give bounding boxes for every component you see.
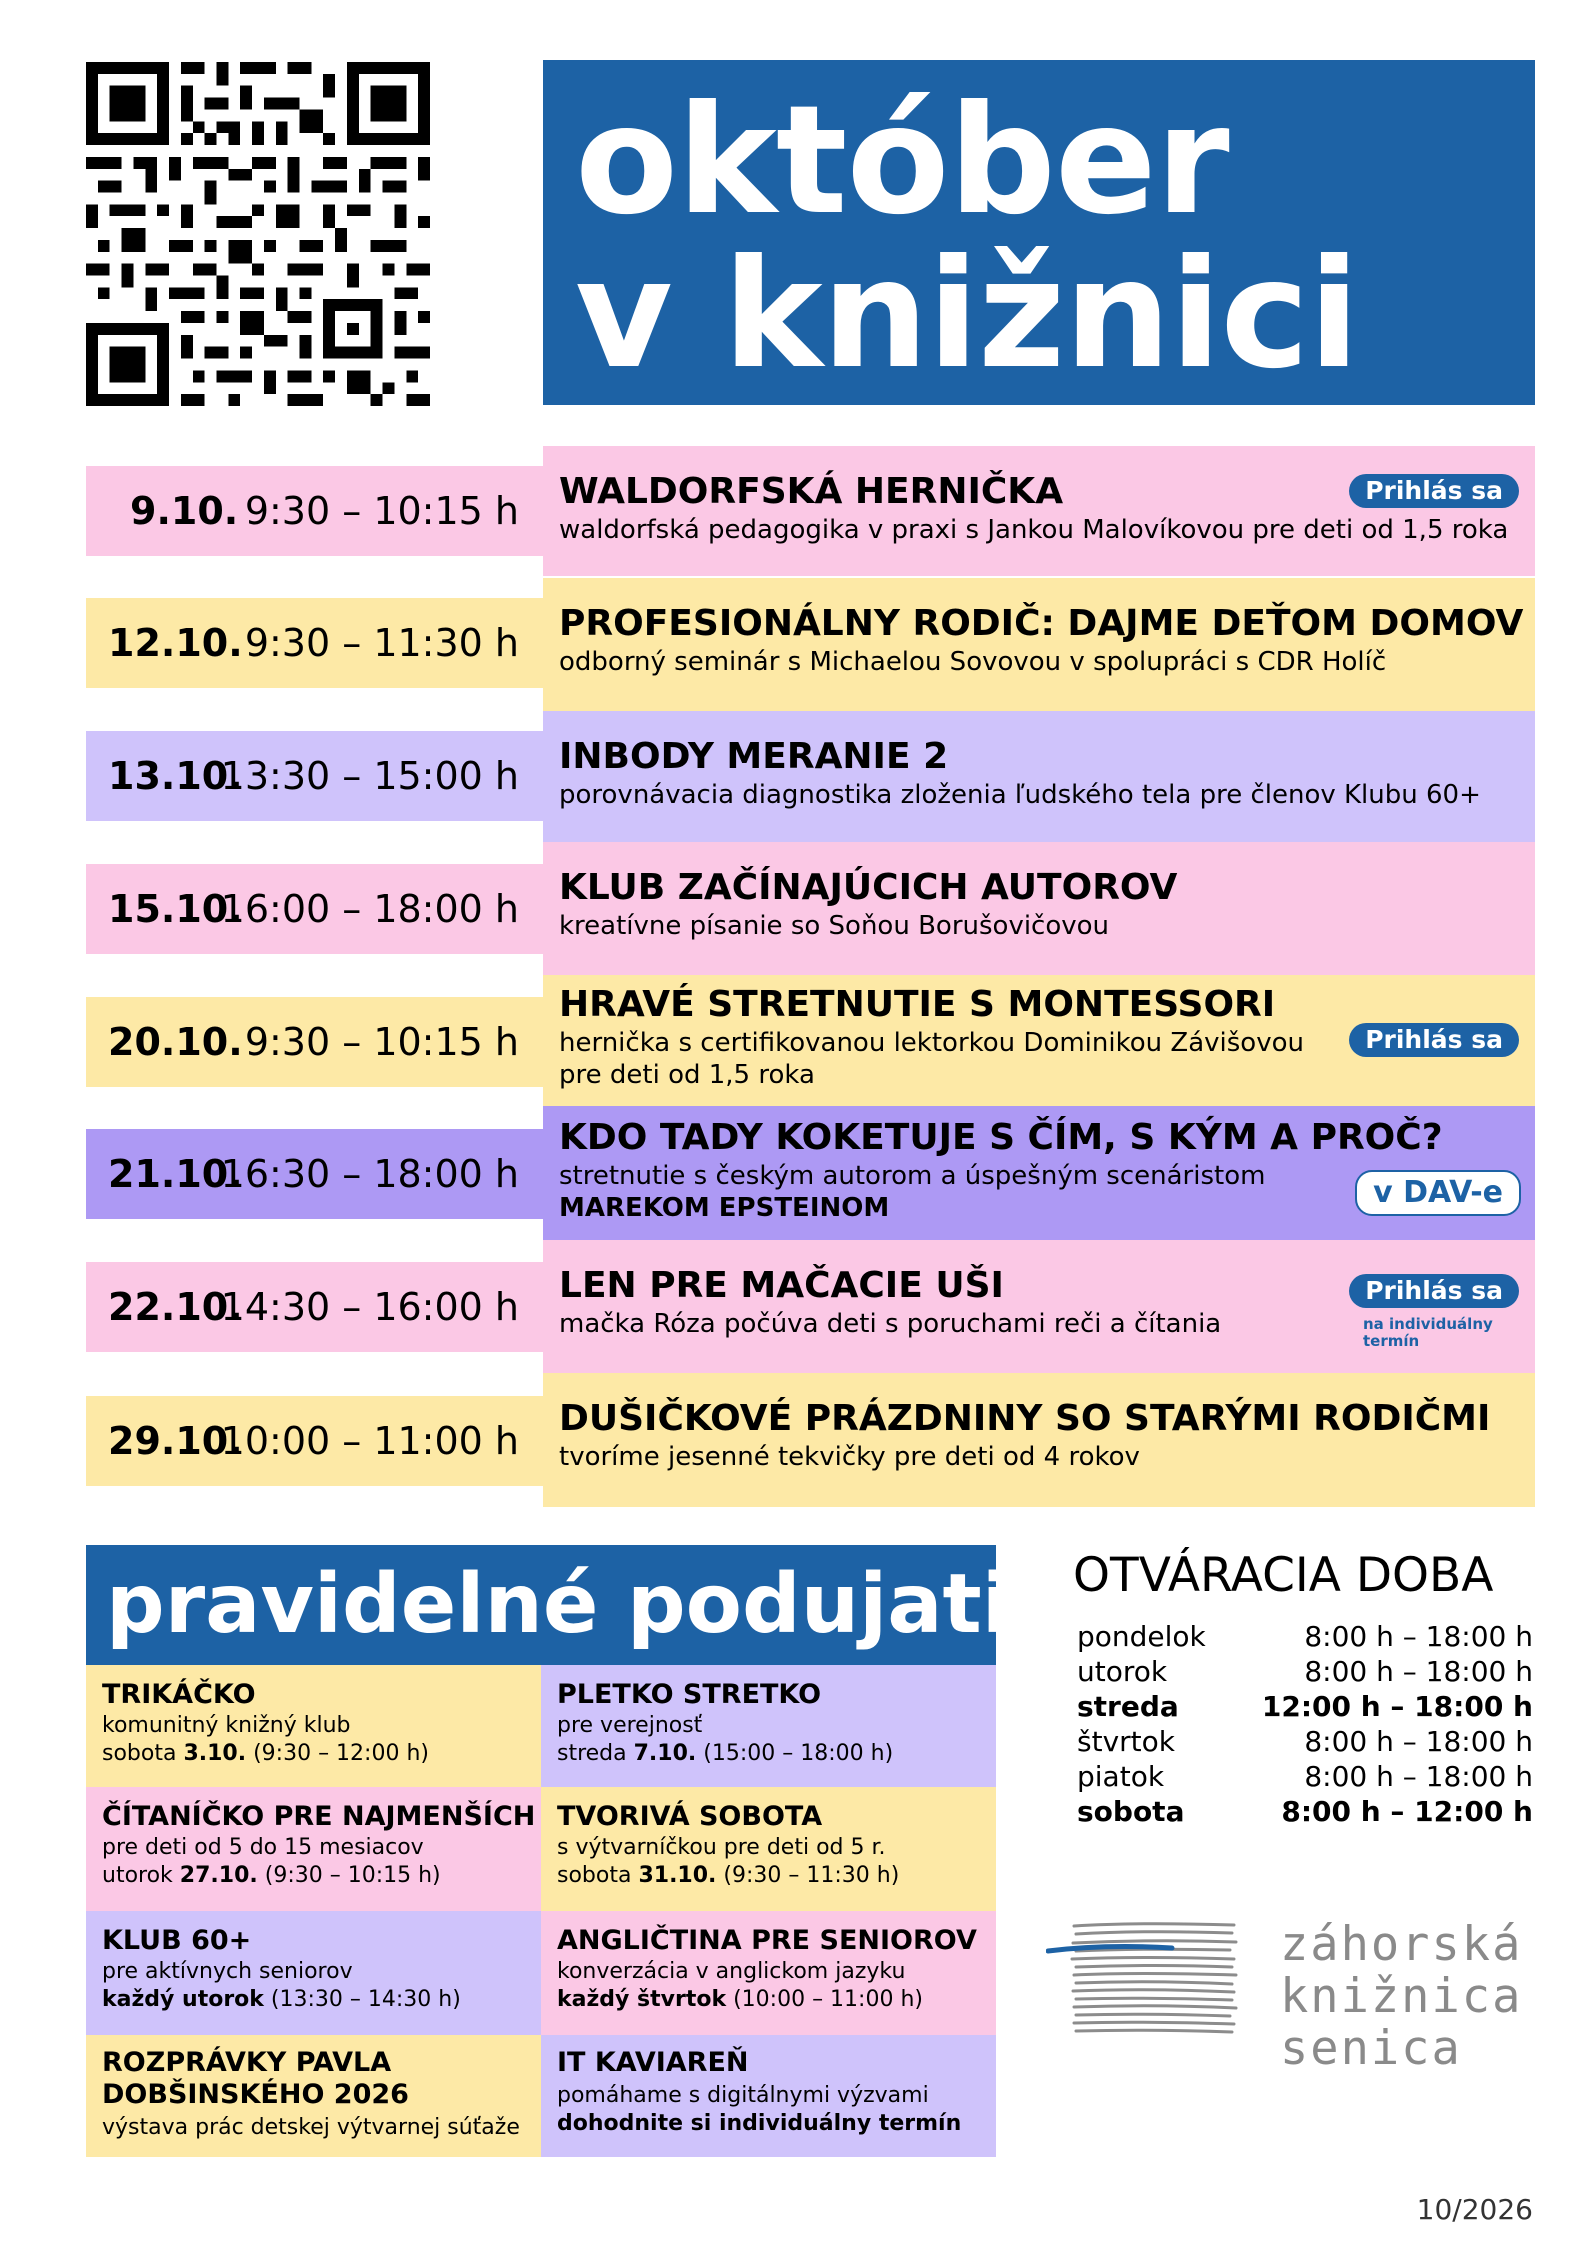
library-logo-mark xyxy=(1046,1918,1246,2038)
event-date: 9.10. xyxy=(130,489,239,533)
regular-event-schedule: sobota 3.10. (9:30 – 12:00 h) xyxy=(102,1741,429,1766)
event-time: 16:00 – 18:00 h xyxy=(220,887,519,931)
regular-events-title: pravidelné podujatia xyxy=(106,1557,1066,1652)
regular-event-card xyxy=(86,1665,541,1787)
event-title: KDO TADY KOKETUJE S ČÍM, S KÝM A PROČ? xyxy=(559,1117,1443,1158)
regular-event-card xyxy=(541,1787,996,1911)
event-date-cell xyxy=(86,466,543,556)
event-card xyxy=(543,1106,1535,1240)
event-date: 12.10. xyxy=(108,621,243,665)
logo-text-line-1: záhorská xyxy=(1280,1917,1523,1972)
event-time: 9:30 – 10:15 h xyxy=(244,489,519,533)
event-description-line-2: pre deti od 1,5 roka xyxy=(559,1060,815,1090)
location-badge[interactable]: v DAV-e xyxy=(1355,1170,1521,1216)
event-description-line-2: MAREKOM EPSTEINOM xyxy=(559,1193,890,1223)
hours-day: piatok xyxy=(1077,1760,1165,1793)
hours-time: 12:00 h – 18:00 h xyxy=(1261,1690,1533,1723)
regular-event-card xyxy=(541,1665,996,1787)
event-time: 16:30 – 18:00 h xyxy=(220,1152,519,1196)
event-time: 14:30 – 16:00 h xyxy=(220,1285,519,1329)
regular-event-title: PLETKO STRETKO xyxy=(557,1679,822,1710)
page-title-line-1: október xyxy=(575,74,1229,248)
regular-event-card xyxy=(86,1787,541,1911)
regular-events-header xyxy=(86,1545,1066,1665)
regular-event-description: komunitný knižný klub xyxy=(102,1713,351,1738)
event-date-cell xyxy=(86,598,543,688)
opening-hours-title: OTVÁRACIA DOBA xyxy=(1073,1548,1494,1603)
hours-day: štvrtok xyxy=(1077,1725,1175,1758)
regular-event-schedule: každý štvrtok (10:00 – 11:00 h) xyxy=(557,1987,923,2012)
event-card xyxy=(543,1240,1535,1373)
regular-event-description: pomáhame s digitálnymi výzvami xyxy=(557,2083,929,2108)
event-description: stretnutie s českým autorom a úspešným scenáristom xyxy=(559,1161,1266,1191)
event-title: PROFESIONÁLNY RODIČ: DAJME DEŤOM DOMOV xyxy=(559,603,1524,644)
badge-note: na individuálny termín xyxy=(1363,1315,1493,1350)
regular-event-title: ROZPRÁVKY PAVLA xyxy=(102,2047,392,2078)
qr-code[interactable] xyxy=(86,62,430,406)
event-date: 21.10. xyxy=(108,1152,243,1196)
event-date: 13.10. xyxy=(108,754,243,798)
event-date-cell xyxy=(86,1129,543,1219)
regular-event-description: konverzácia v anglickom jazyku xyxy=(557,1959,906,1984)
event-title: KLUB ZAČÍNAJÚCICH AUTOROV xyxy=(559,867,1178,908)
logo-text-line-3: senica xyxy=(1280,2021,1462,2076)
regular-event-title: TVORIVÁ SOBOTA xyxy=(557,1801,823,1832)
logo-text-line-2: knižnica xyxy=(1280,1969,1523,2024)
event-title: INBODY MERANIE 2 xyxy=(559,736,949,777)
regular-event-title: IT KAVIAREŇ xyxy=(557,2047,749,2078)
event-date-cell xyxy=(86,997,543,1087)
event-time: 10:00 – 11:00 h xyxy=(220,1419,519,1463)
regular-event-description: pre verejnosť xyxy=(557,1713,703,1738)
event-description: porovnávacia diagnostika zloženia ľudského tela pre členov Klubu 60+ xyxy=(559,780,1481,810)
event-time: 9:30 – 11:30 h xyxy=(244,621,519,665)
event-date: 22.10. xyxy=(108,1285,243,1329)
event-card xyxy=(543,711,1535,842)
regular-event-description: pre aktívnych seniorov xyxy=(102,1959,353,1984)
regular-event-description: pre deti od 5 do 15 mesiacov xyxy=(102,1835,424,1860)
regular-event-title: TRIKÁČKO xyxy=(102,1679,256,1710)
event-title: HRAVÉ STRETNUTIE S MONTESSORI xyxy=(559,984,1276,1025)
regular-event-title: ČÍTANÍČKO PRE NAJMENŠÍCH xyxy=(102,1801,536,1832)
regular-event-description: výstava prác detskej výtvarnej súťaže xyxy=(102,2115,520,2140)
event-description: mačka Róza počúva deti s poruchami reči a čítania xyxy=(559,1309,1222,1339)
event-date-cell xyxy=(86,1396,543,1486)
event-date-cell xyxy=(86,864,543,954)
event-description: odborný seminár s Michaelou Sovovou v spolupráci s CDR Holíč xyxy=(559,647,1387,677)
hours-time: 8:00 h – 18:00 h xyxy=(1304,1760,1533,1793)
regular-event-card xyxy=(541,1911,996,2035)
hours-day: streda xyxy=(1077,1690,1179,1723)
hours-day: sobota xyxy=(1077,1795,1185,1828)
event-card xyxy=(543,446,1535,576)
event-date: 20.10. xyxy=(108,1020,243,1064)
register-badge[interactable]: Prihlás sa xyxy=(1349,1274,1519,1308)
event-date: 29.10. xyxy=(108,1419,243,1463)
register-badge[interactable]: Prihlás sa xyxy=(1349,1023,1519,1057)
regular-event-title: KLUB 60+ xyxy=(102,1925,252,1956)
event-title: LEN PRE MAČACIE UŠI xyxy=(559,1265,1004,1306)
event-description: waldorfská pedagogika v praxi s Jankou Malovíkovou pre deti od 1,5 roka xyxy=(559,515,1509,545)
regular-event-card xyxy=(86,2035,541,2157)
event-date: 15.10. xyxy=(108,887,243,931)
event-time: 9:30 – 10:15 h xyxy=(244,1020,519,1064)
page-title-line-2: v knižnici xyxy=(575,228,1359,402)
register-badge[interactable]: Prihlás sa xyxy=(1349,474,1519,508)
hours-time: 8:00 h – 18:00 h xyxy=(1304,1725,1533,1758)
regular-event-card xyxy=(86,1911,541,2035)
regular-event-schedule: každý utorok (13:30 – 14:30 h) xyxy=(102,1987,461,2012)
regular-event-title: ANGLIČTINA PRE SENIOROV xyxy=(557,1925,977,1956)
hours-time: 8:00 h – 18:00 h xyxy=(1304,1655,1533,1688)
hours-time: 8:00 h – 12:00 h xyxy=(1281,1795,1533,1828)
hours-day: pondelok xyxy=(1077,1620,1206,1653)
event-card xyxy=(543,1373,1535,1507)
hours-time: 8:00 h – 18:00 h xyxy=(1304,1620,1533,1653)
regular-event-schedule: sobota 31.10. (9:30 – 11:30 h) xyxy=(557,1863,900,1888)
regular-event-schedule: dohodnite si individuálny termín xyxy=(557,2111,962,2136)
event-title: WALDORFSKÁ HERNIČKA xyxy=(559,471,1064,512)
event-title: DUŠIČKOVÉ PRÁZDNINY SO STARÝMI RODIČMI xyxy=(559,1398,1491,1439)
hours-day: utorok xyxy=(1077,1655,1168,1688)
event-card xyxy=(543,842,1535,975)
event-date-cell xyxy=(86,1262,543,1352)
event-description: hernička s certifikovanou lektorkou Dominikou Závišovou xyxy=(559,1028,1304,1058)
title-banner xyxy=(543,60,1535,405)
event-description: tvoríme jesenné tekvičky pre deti od 4 rokov xyxy=(559,1442,1140,1472)
regular-event-schedule: utorok 27.10. (9:30 – 10:15 h) xyxy=(102,1863,441,1888)
event-card xyxy=(543,578,1535,711)
regular-event-schedule: streda 7.10. (15:00 – 18:00 h) xyxy=(557,1741,894,1766)
event-time: 13:30 – 15:00 h xyxy=(220,754,519,798)
event-description: kreatívne písanie so Soňou Borušovičovou xyxy=(559,911,1110,941)
regular-event-description: s výtvarníčkou pre deti od 5 r. xyxy=(557,1835,886,1860)
issue-number: 10/2026 xyxy=(1416,2193,1533,2226)
event-date-cell xyxy=(86,731,543,821)
regular-event-title-line-2: DOBŠINSKÉHO 2026 xyxy=(102,2079,409,2110)
regular-event-card xyxy=(541,2035,996,2157)
event-card xyxy=(543,975,1535,1106)
